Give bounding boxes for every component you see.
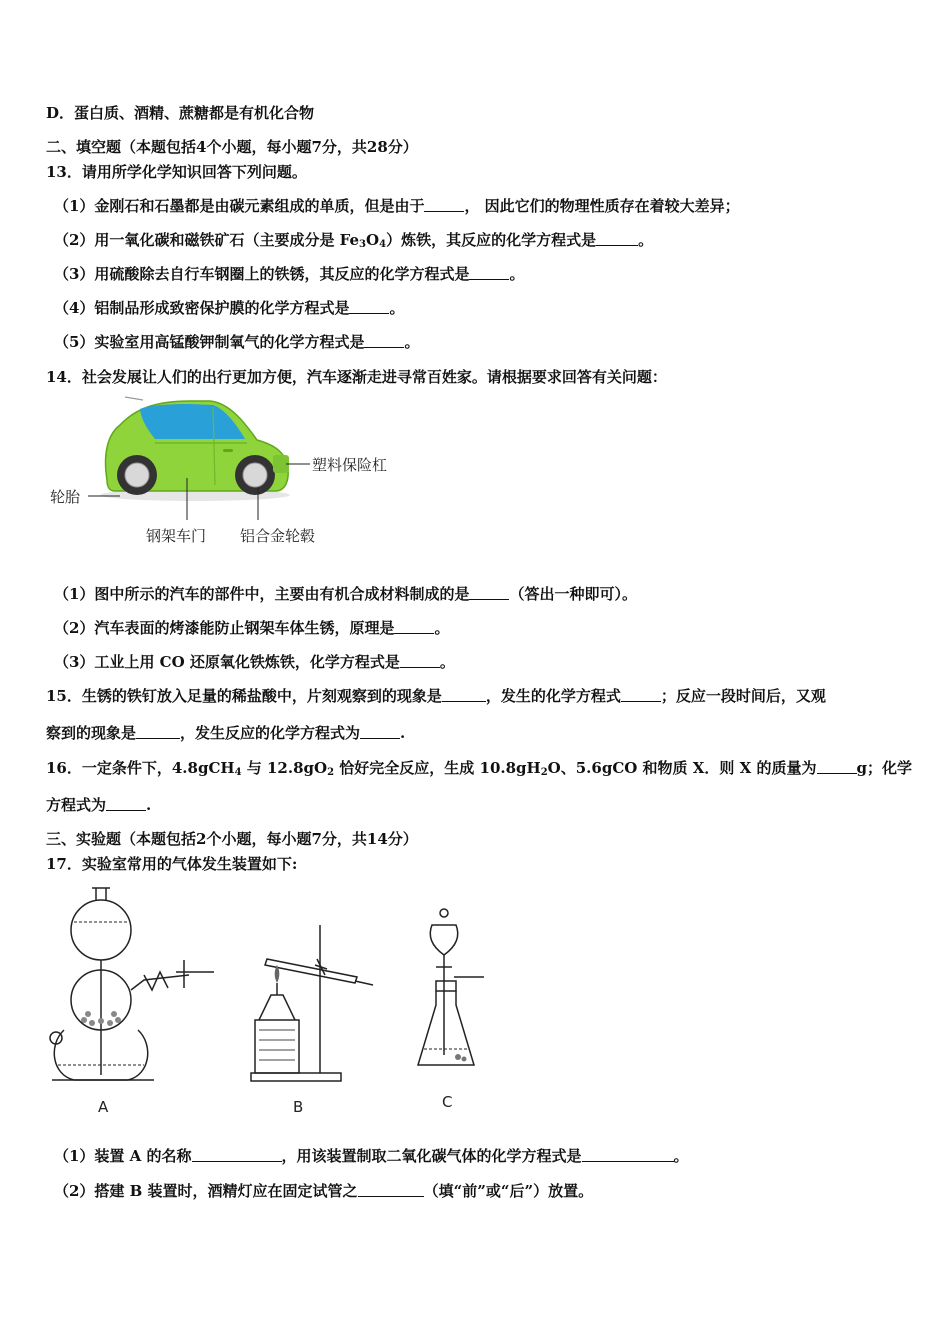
q17-stem: 17．实验室常用的气体发生装置如下: bbox=[46, 855, 298, 873]
q17-p2-text-b: （填“前”或“后”）放置。 bbox=[423, 1182, 594, 1200]
period: . bbox=[146, 796, 152, 814]
q13-p1-text-b: ， 因此它们的物理性质存在着较大差异； bbox=[464, 197, 740, 215]
answer-blank[interactable] bbox=[469, 266, 509, 280]
q14-p3-text: （3）工业上用 CO 还原氧化铁炼铁，化学方程式是 bbox=[54, 653, 400, 671]
subscript: 2 bbox=[327, 767, 335, 778]
stand-base bbox=[251, 1073, 341, 1081]
q13-part1 bbox=[54, 195, 740, 216]
q17-p2-text-a: （2）搭建 B 装置时，酒精灯应在固定试管之 bbox=[54, 1182, 358, 1200]
wood-grain bbox=[259, 1030, 295, 1060]
label-wheel: 铝合金轮毂 bbox=[240, 527, 316, 545]
q16-text-f: 方程式为 bbox=[46, 796, 107, 814]
answer-blank[interactable] bbox=[360, 725, 400, 739]
q15-text-a: 15．生锈的铁钉放入足量的稀盐酸中，片刻观察到的现象是 bbox=[46, 687, 442, 705]
q17-p1-text-a: （1）装置 A 的名称 bbox=[54, 1147, 192, 1165]
q14-part2 bbox=[54, 617, 449, 638]
q13-part5 bbox=[54, 331, 419, 352]
q16-text-d: O、5.6gCO 和物质 X．则 X 的质量为 bbox=[547, 759, 817, 777]
q15-line2 bbox=[46, 722, 405, 743]
answer-blank[interactable] bbox=[394, 620, 434, 634]
period: 。 bbox=[638, 231, 654, 249]
period: 。 bbox=[404, 333, 420, 351]
answer-blank[interactable] bbox=[582, 1148, 674, 1162]
wood-block bbox=[255, 1020, 299, 1073]
period: 。 bbox=[434, 619, 450, 637]
answer-blank[interactable] bbox=[817, 760, 857, 774]
period: . bbox=[400, 724, 406, 742]
answer-blank[interactable] bbox=[442, 688, 486, 702]
top-neck bbox=[92, 888, 110, 900]
q16-text-c: 恰好完全反应，生成 10.8gH bbox=[334, 759, 541, 777]
q14-p2-text: （2）汽车表面的烤漆能防止钢架车体生锈，原理是 bbox=[54, 619, 395, 637]
answer-blank[interactable] bbox=[424, 198, 464, 212]
q16-line1 bbox=[46, 757, 912, 778]
q16-text-a: 16．一定条件下，4.8gCH bbox=[46, 759, 235, 777]
q14-stem: 14．社会发展让人们的出行更加方便，汽车逐渐走进寻常百姓家。请根据要求回答有关问题： bbox=[46, 368, 667, 386]
subscript: 3 bbox=[359, 239, 367, 250]
q17-part1 bbox=[54, 1145, 689, 1166]
apparatus-b-heating bbox=[245, 925, 380, 1085]
label-bumper: 塑料保险杠 bbox=[312, 456, 388, 474]
q16-text-b: 与 12.8gO bbox=[241, 759, 328, 777]
q13-p3-text: （3）用硫酸除去自行车钢圈上的铁锈，其反应的化学方程式是 bbox=[54, 265, 470, 283]
stopcock bbox=[176, 960, 214, 988]
q13-part4 bbox=[54, 297, 404, 318]
lamp-body bbox=[259, 995, 295, 1020]
q13-p2-o: O bbox=[366, 231, 380, 249]
q14-part3 bbox=[54, 651, 455, 672]
period: 。 bbox=[509, 265, 525, 283]
conical-flask bbox=[418, 991, 474, 1065]
answer-blank[interactable] bbox=[192, 1148, 282, 1162]
q15-text-e: ，发生反应的化学方程式为 bbox=[180, 724, 361, 742]
answer-blank[interactable] bbox=[136, 725, 180, 739]
label-tire: 轮胎 bbox=[50, 488, 81, 506]
rubber-tube-clip bbox=[144, 972, 168, 990]
answer-blank[interactable] bbox=[349, 300, 389, 314]
answer-blank[interactable] bbox=[596, 232, 638, 246]
answer-blank[interactable] bbox=[621, 688, 661, 702]
q16-text-e: g；化学 bbox=[856, 759, 912, 777]
apparatus-c-flask bbox=[410, 905, 495, 1085]
label-door: 钢架车门 bbox=[146, 527, 207, 545]
solid-particle bbox=[455, 1054, 461, 1060]
answer-blank[interactable] bbox=[400, 654, 440, 668]
q17-part2 bbox=[54, 1180, 593, 1201]
q15-text-d: 察到的现象是 bbox=[46, 724, 137, 742]
answer-blank[interactable] bbox=[364, 334, 404, 348]
delivery-tube bbox=[355, 981, 373, 985]
q13-stem: 13．请用所学化学知识回答下列问题。 bbox=[46, 163, 307, 181]
upper-bulb bbox=[71, 900, 131, 960]
separating-funnel bbox=[430, 925, 458, 955]
label-a: A bbox=[98, 1098, 109, 1116]
q13-p4-text: （4）铝制品形成致密保护膜的化学方程式是 bbox=[54, 299, 350, 317]
q13-p2-text-b: ）炼铁，其反应的化学方程式是 bbox=[386, 231, 597, 249]
answer-blank[interactable] bbox=[106, 797, 146, 811]
q12-option-d: D．蛋白质、酒精、蔗糖都是有机化合物 bbox=[46, 104, 315, 122]
q17-p1-text-b: ，用该装置制取二氧化碳气体的化学方程式是 bbox=[281, 1147, 582, 1165]
q16-line2 bbox=[46, 794, 151, 815]
q13-p2-text-a: （2）用一氧化碳和磁铁矿石（主要成分是 Fe bbox=[54, 231, 360, 249]
q14-part1 bbox=[54, 583, 637, 604]
period: 。 bbox=[673, 1147, 689, 1165]
q14-p1-text-a: （1）图中所示的汽车的部件中，主要由有机合成材料制成的是 bbox=[54, 585, 470, 603]
subscript: 2 bbox=[540, 767, 548, 778]
funnel-stopper bbox=[440, 909, 448, 917]
section2-heading: 二、填空题（本题包括4个小题，每小题7分，共28分） bbox=[46, 138, 418, 156]
clamp bbox=[315, 959, 327, 975]
flask-stopper bbox=[436, 981, 456, 991]
q15-line1 bbox=[46, 685, 826, 706]
q13-p1-text-a: （1）金刚石和石墨都是由碳元素组成的单质，但是由于 bbox=[54, 197, 425, 215]
subscript: 4 bbox=[379, 239, 387, 250]
answer-blank[interactable] bbox=[469, 586, 509, 600]
section3-heading: 三、实验题（本题包括2个小题，每小题7分，共14分） bbox=[46, 830, 418, 848]
subscript: 4 bbox=[234, 767, 242, 778]
label-c: C bbox=[442, 1093, 453, 1111]
q13-part3 bbox=[54, 263, 524, 284]
q14-p1-text-b: （答出一种即可）。 bbox=[509, 585, 637, 603]
solid-particle bbox=[462, 1057, 467, 1062]
apparatus-a-kipp bbox=[44, 880, 224, 1090]
q13-part2 bbox=[54, 229, 653, 250]
q13-p5-text: （5）实验室用高锰酸钾制氧气的化学方程式是 bbox=[54, 333, 365, 351]
label-b: B bbox=[293, 1098, 304, 1116]
period: 。 bbox=[439, 653, 455, 671]
period: 。 bbox=[389, 299, 405, 317]
antenna bbox=[125, 397, 143, 400]
side-tube bbox=[131, 975, 189, 990]
answer-blank[interactable] bbox=[358, 1183, 424, 1197]
q15-text-c: ；反应一段时间后，又观 bbox=[660, 687, 826, 705]
q15-text-b: ，发生的化学方程式 bbox=[485, 687, 621, 705]
